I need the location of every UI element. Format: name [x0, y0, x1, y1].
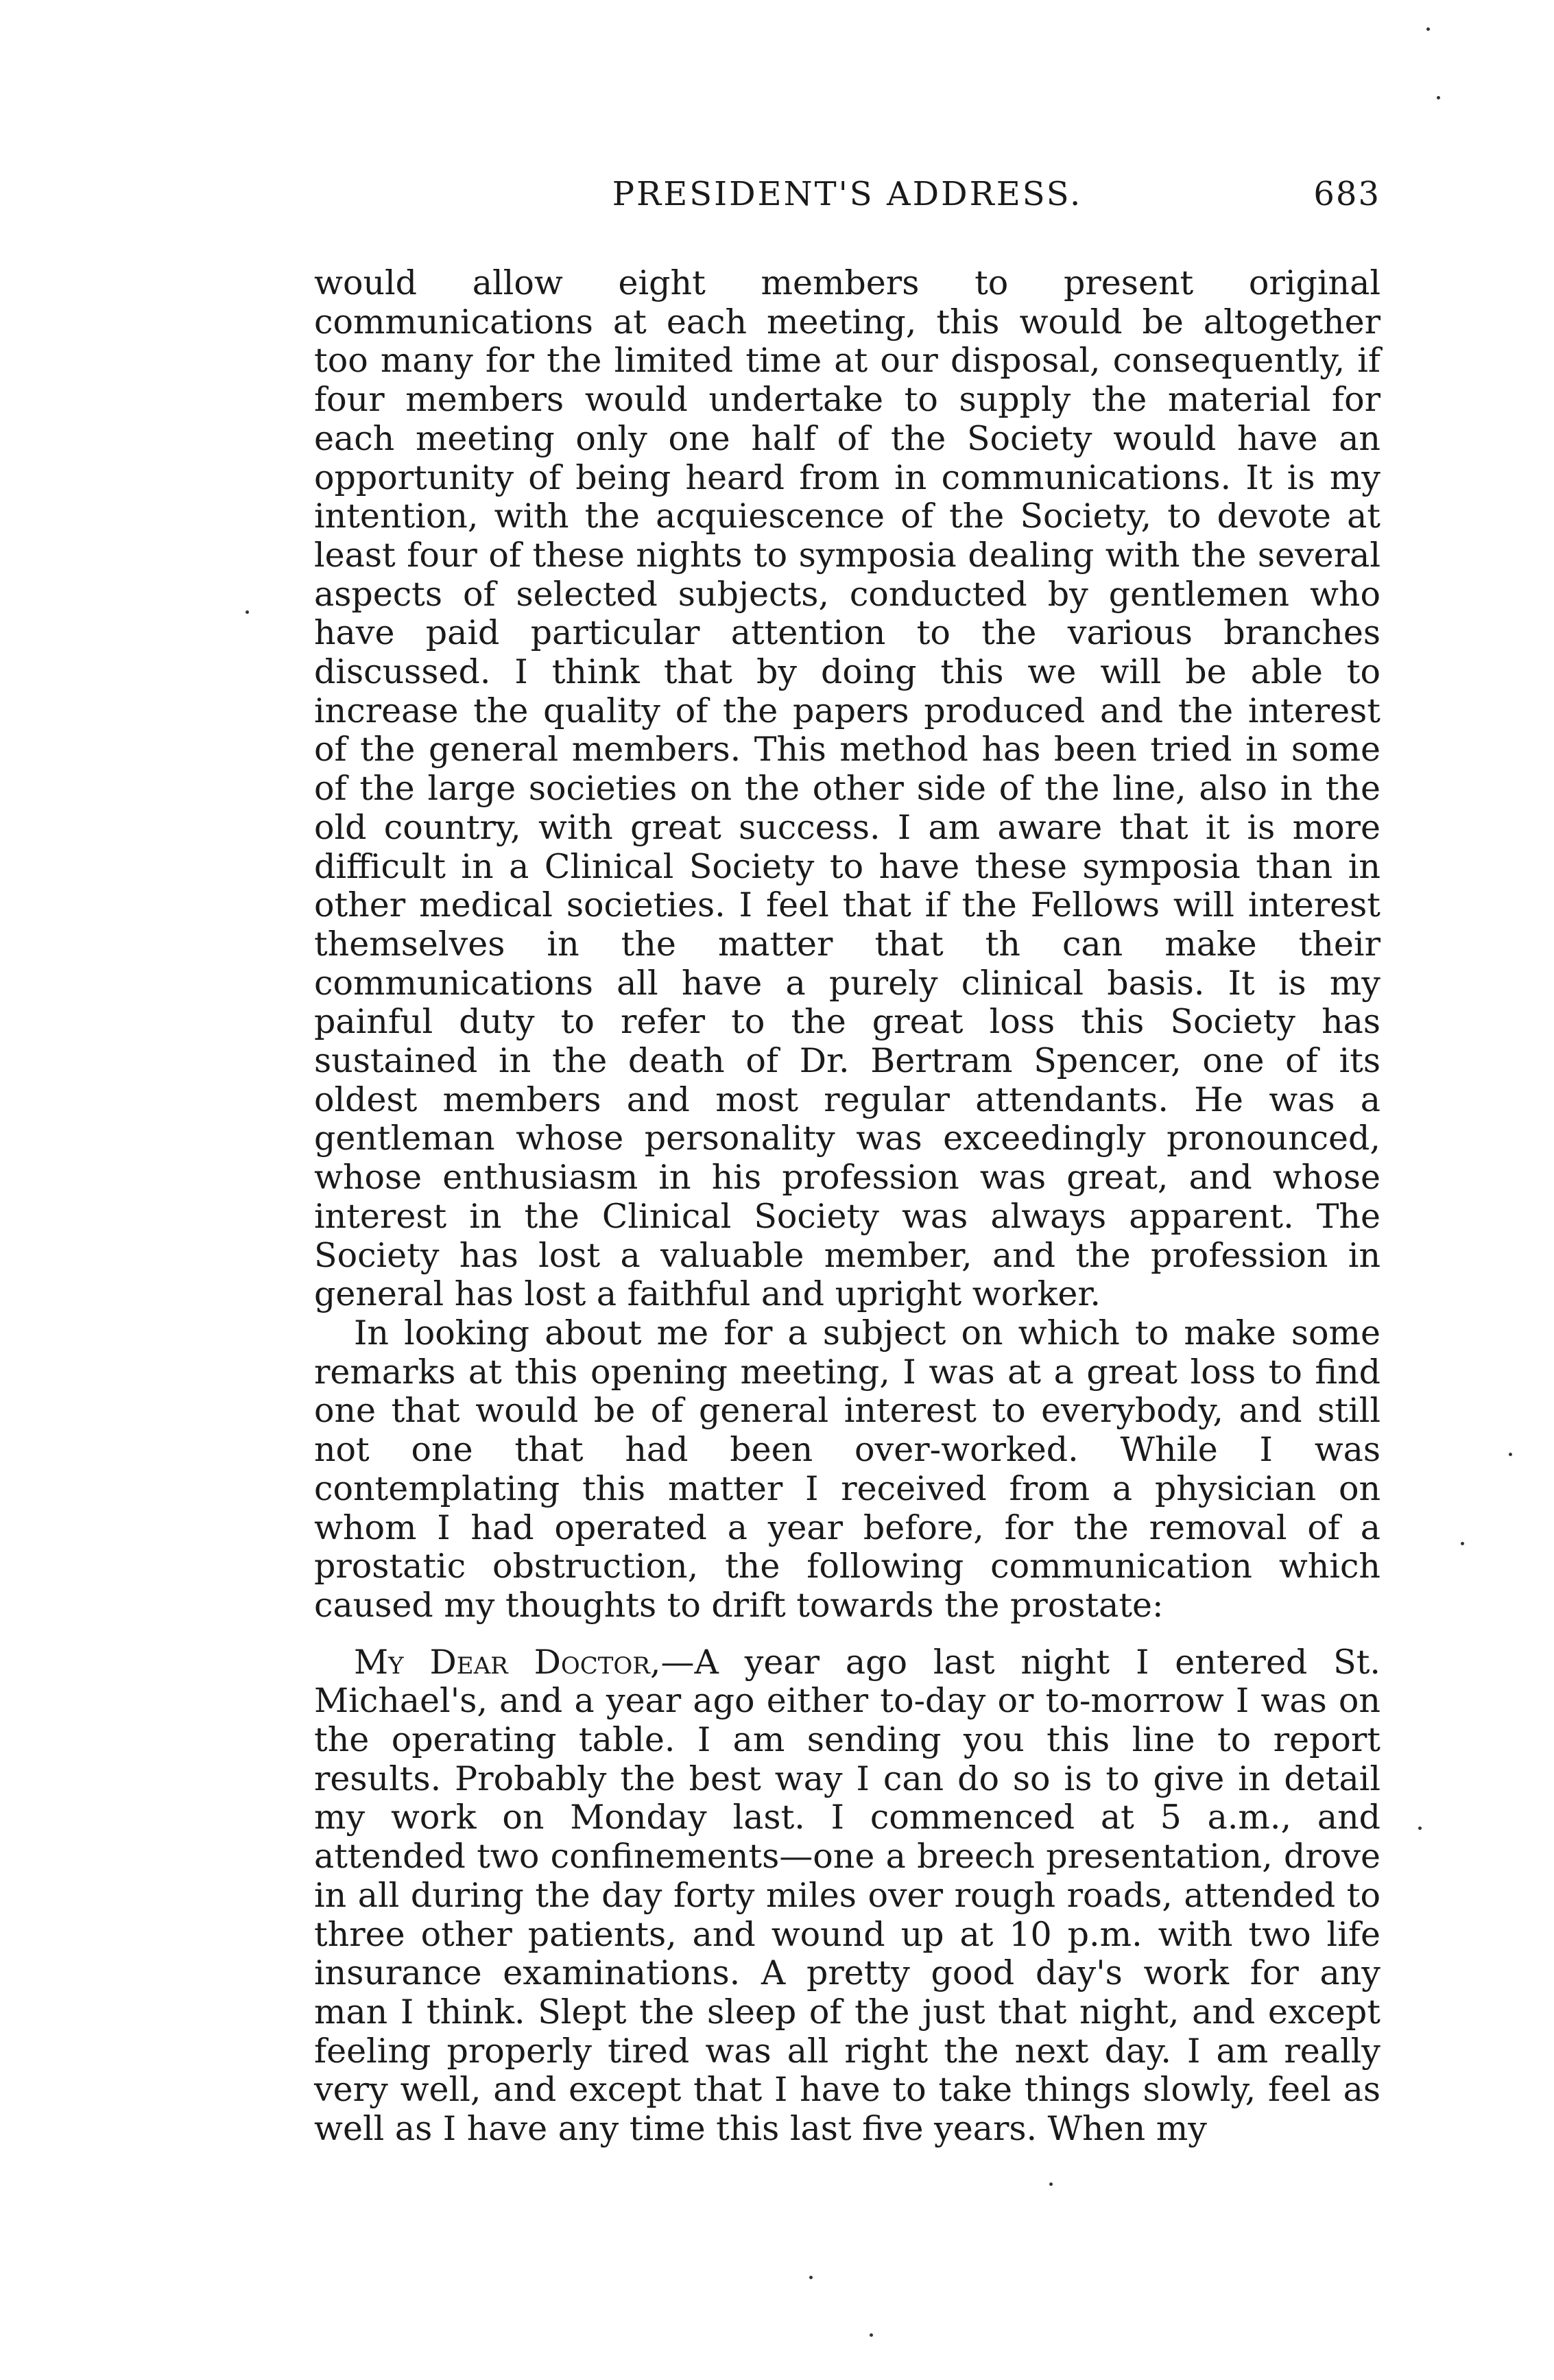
- letter-text: —A year ago last night I entered St. Michael's, and a year ago either to-day or to-morrow I was on the operating table. I am sending you this line to report results. Probably the best way I can do so is to give in detail my work on Monday last. I commenced at 5 a.m., and attended two confinements—one a breech presentation, drove in all during the day forty miles over rough roads, attended to three other patients, and wound up at 10 p.m. with two life insurance examinations. A pretty good day's work for any man I think. Slept the sleep of the just that night, and except feeling properly tired was all right the next day. I am really very well, and except that I have to take things slowly, feel as well as I have any time this last five years. When my: [314, 1642, 1380, 2149]
- page-number: 683: [1313, 175, 1380, 213]
- print-speck: [246, 610, 249, 614]
- print-speck: [1437, 96, 1440, 99]
- quoted-letter: [314, 1643, 1380, 2149]
- print-speck: [809, 2276, 813, 2279]
- paragraph-continued: would allow eight members to present original communications at each meeting, this would be altogether too many for the limited time at our disposal, consequently, if four members would undertake to supply the material for each meeting only one half of the Society would have an opportunity of being heard from in communications. It is my intention, with the acquiescence of the Society, to devote at least four of these nights to symposia dealing with the several aspects of selected subjects, conducted by gentlemen who have paid particular attention to the various branches discussed. I think that by doing this we will be able to increase the quality of the papers produced and the interest of the general members. This method has been tried in some of the large societies on the other side of the line, also in the old country, with great success. I am aware that it is more difficult in a Clinical Society to have these symposia than in other medical societies. I feel that if the Fellows will interest themselves in the matter that th can make their communications all have a purely clinical basis. It is my painful duty to refer to the great loss this Society has sustained in the death of Dr. Bertram Spencer, one of its oldest members and most regular attendants. He was a gentleman whose personality was exceedingly pronounced, whose enthusiasm in his profession was great, and whose interest in the Clinical Society was always apparent. The Society has lost a valuable member, and the profession in general has lost a faithful and upright worker.: [314, 263, 1380, 1314]
- print-speck: [1461, 1542, 1464, 1545]
- print-speck: [1426, 27, 1430, 31]
- letter-salutation: My Dear Doctor,: [354, 1642, 661, 1682]
- print-speck: [1509, 1453, 1512, 1456]
- running-header: [314, 175, 1380, 223]
- running-title: PRESIDENT'S ADDRESS.: [612, 175, 1083, 213]
- print-speck: [870, 2333, 873, 2337]
- print-speck: [1049, 2182, 1053, 2186]
- print-speck: [1418, 1826, 1422, 1830]
- paragraph-subject: In looking about me for a subject on which to make some remarks at this opening meeting, I was at a great loss to find one that would be of general interest to everybody, and still not one that had been over-worked. While I was contemplating this matter I received from a physician on whom I had operated a year before, for the removal of a prostatic obstruction, the following communication which caused my thoughts to drift towards the prostate:: [314, 1313, 1380, 1625]
- page-body: [314, 264, 1380, 2149]
